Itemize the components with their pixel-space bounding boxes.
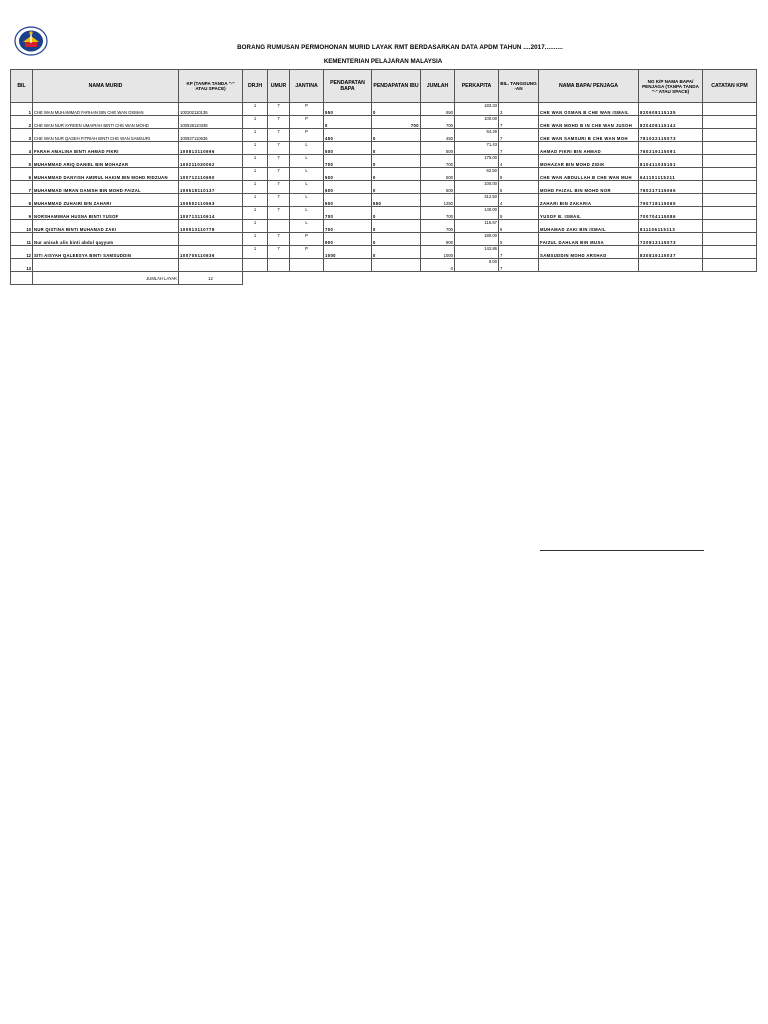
age xyxy=(268,220,290,233)
per-capita: 140.00 xyxy=(455,207,499,220)
father-income: 500 xyxy=(324,142,372,155)
kpm-notes xyxy=(703,220,757,233)
row-number: 1 xyxy=(11,103,33,116)
guardian-ic: 641101115211 xyxy=(639,168,703,181)
kpm-notes xyxy=(703,168,757,181)
age: 7 xyxy=(268,246,290,259)
guardian-ic xyxy=(639,259,703,272)
summary-row xyxy=(11,272,757,285)
per-capita: 175.00 xyxy=(455,155,499,168)
guardian-ic: 810411035151 xyxy=(639,155,703,168)
col-nama-murid: NAMA MURID xyxy=(33,70,179,103)
father-income: 550 xyxy=(324,103,372,116)
grade: 1 xyxy=(243,116,268,129)
student-name: MUHAMMAD IMRAN DANISH BIN MOHD FAIZAL xyxy=(33,181,179,194)
grade: 1 xyxy=(243,220,268,233)
dependents: 8 xyxy=(499,168,539,181)
table-header-row xyxy=(11,70,757,103)
dependents: 4 xyxy=(499,155,539,168)
row-number: 7 xyxy=(11,181,33,194)
gender: P xyxy=(290,103,324,116)
row-number: 5 xyxy=(11,155,33,168)
guardian-name: CHE WAN ABDULLAH B CHE WAN MUH xyxy=(539,168,639,181)
student-name: MUHAMMAD ARIQ DANIEL BIN MOHAZAR xyxy=(33,155,179,168)
grade: 1 xyxy=(243,103,268,116)
guardian-name: ZAHARI BIN ZAKARIA xyxy=(539,194,639,207)
kpm-notes xyxy=(703,207,757,220)
per-capita: 64.29 xyxy=(455,129,499,142)
gender xyxy=(290,259,324,272)
total-income: 450 xyxy=(421,129,455,142)
guardian-name: CHE WAN OSMAN B CHE WAN ISMAIL xyxy=(539,103,639,116)
table-row xyxy=(11,103,757,116)
per-capita: 183.33 xyxy=(455,103,499,116)
father-income: 1000 xyxy=(324,246,372,259)
row-number: 6 xyxy=(11,168,33,181)
mother-income: 0 xyxy=(372,103,421,116)
student-ic: 100211030062 xyxy=(179,155,243,168)
row-number: 2 xyxy=(11,116,33,129)
guardian-ic: 790718115065 xyxy=(639,194,703,207)
age: 7 xyxy=(268,155,290,168)
guardian-ic: 830816115037 xyxy=(639,246,703,259)
form-title: BORANG RUMUSAN PERMOHONAN MURID LAYAK RMT BERDASARKAN DATA APDM TAHUN ....2017.......... xyxy=(237,44,563,51)
table-row xyxy=(11,246,757,259)
col-jantina: JANTINA xyxy=(290,70,324,103)
grade: 1 xyxy=(243,207,268,220)
father-income: 700 xyxy=(324,207,372,220)
age: 7 xyxy=(268,168,290,181)
age: 7 xyxy=(268,103,290,116)
table-row xyxy=(11,233,757,246)
total-income: 700 xyxy=(421,116,455,129)
father-income: 500 xyxy=(324,181,372,194)
student-name: MUHAMMAD ZUHAIRI BIN ZAHARI xyxy=(33,194,179,207)
kpm-notes xyxy=(703,103,757,116)
dependents: 3 xyxy=(499,103,539,116)
col-bil: BIL xyxy=(11,70,33,103)
dependents: 6 xyxy=(499,220,539,233)
row-number: 8 xyxy=(11,194,33,207)
applicant-table xyxy=(10,69,757,285)
signature-line xyxy=(540,550,704,551)
per-capita: 71.43 xyxy=(455,142,499,155)
guardian-name: YUSOF B. ISMAIL xyxy=(539,207,639,220)
col-perkapita: PERKAPITA xyxy=(455,70,499,103)
student-ic: 100518110137 xyxy=(179,181,243,194)
father-income xyxy=(324,259,372,272)
dependents: 7 xyxy=(499,142,539,155)
per-capita: 312.50 xyxy=(455,194,499,207)
dependents: 7 xyxy=(499,259,539,272)
student-ic: 100712110690 xyxy=(179,168,243,181)
guardian-ic: 820408115142 xyxy=(639,116,703,129)
student-ic: 100705110636 xyxy=(179,246,243,259)
student-name: MUHAMMAD DANYISH AMIRUL HAKIM BIN MOHD RIDZUAN xyxy=(33,168,179,181)
guardian-name: CHE WAN SAMSURI B CHE WAN MOH xyxy=(539,129,639,142)
student-name: Nur anisah alis binti abdul qayyum xyxy=(33,233,179,246)
student-ic: 100528110338 xyxy=(179,116,243,129)
table-row xyxy=(11,220,757,233)
gender: P xyxy=(290,129,324,142)
mother-income: 0 xyxy=(372,129,421,142)
age: 7 xyxy=(268,129,290,142)
father-income: 500 xyxy=(324,168,372,181)
mother-income: 650 xyxy=(372,194,421,207)
kpm-notes xyxy=(703,259,757,272)
total-income: 500 xyxy=(421,168,455,181)
grade: 1 xyxy=(243,233,268,246)
grade: 1 xyxy=(243,181,268,194)
mother-income: 0 xyxy=(372,233,421,246)
mother-income: 0 xyxy=(372,246,421,259)
kpm-notes xyxy=(703,129,757,142)
guardian-ic: 780217115065 xyxy=(639,181,703,194)
dependents: 5 xyxy=(499,181,539,194)
guardian-ic: 781022115073 xyxy=(639,129,703,142)
father-income: 0 xyxy=(324,116,372,129)
kpm-notes xyxy=(703,246,757,259)
col-nama-penjaga: NAMA BAPA/ PENJAGA xyxy=(539,70,639,103)
father-income: 450 xyxy=(324,129,372,142)
mother-income: 0 xyxy=(372,168,421,181)
gender: L xyxy=(290,194,324,207)
guardian-ic: 720813115073 xyxy=(639,233,703,246)
row-number: 13 xyxy=(11,259,33,272)
grade: 1 xyxy=(243,194,268,207)
age: 7 xyxy=(268,116,290,129)
per-capita: 62.50 xyxy=(455,168,499,181)
guardian-name: FAIZUL DAHLAN BIN MUSA xyxy=(539,233,639,246)
total-income: 1000 xyxy=(421,246,455,259)
mother-income: 0 xyxy=(372,181,421,194)
age: 7 xyxy=(268,181,290,194)
row-number: 11 xyxy=(11,233,33,246)
guardian-name: CHE WAN MOHD B IN CHE WAN JUSOH xyxy=(539,116,639,129)
summary-label: JUMLAH LAYAK xyxy=(33,272,179,285)
student-ic xyxy=(179,259,243,272)
gender: L xyxy=(290,142,324,155)
total-income: 700 xyxy=(421,207,455,220)
total-income: 0 xyxy=(421,259,455,272)
guardian-name: SAMSUDDIN MOHD ARSHAD xyxy=(539,246,639,259)
guardian-ic: 811106115113 xyxy=(639,220,703,233)
col-catatan-kpm: CATATAN KPM xyxy=(703,70,757,103)
student-name: SITI AISYAH QALEESYA BINTI SAMSUDDIN xyxy=(33,246,179,259)
father-income: 600 xyxy=(324,194,372,207)
table-body xyxy=(11,103,757,272)
ministry-name: KEMENTERIAN PELAJARAN MALAYSIA xyxy=(323,58,443,65)
row-number: 9 xyxy=(11,207,33,220)
guardian-name xyxy=(539,259,639,272)
col-kp-penjaga: NO K/P NAMA BAPA/ PENJAGA (TANPA TANDA "-" ATAU SPACE) xyxy=(639,70,703,103)
row-number: 10 xyxy=(11,220,33,233)
total-income: 700 xyxy=(421,155,455,168)
dependents: 7 xyxy=(499,129,539,142)
grade: 1 xyxy=(243,168,268,181)
col-jumlah: JUMLAH xyxy=(421,70,455,103)
age: 7 xyxy=(268,194,290,207)
student-name: CHE WAN MUHAMMAD FARHAN BIN CHE WAN OSMAN xyxy=(33,103,179,116)
kpm-notes xyxy=(703,142,757,155)
guardian-ic: 760219115091 xyxy=(639,142,703,155)
col-pendapatan-bapa: PENDAPATAN BAPA xyxy=(324,70,372,103)
table-row xyxy=(11,129,757,142)
student-ic: 100913110778 xyxy=(179,220,243,233)
total-income: 550 xyxy=(421,103,455,116)
age: 7 xyxy=(268,142,290,155)
gender: L xyxy=(290,155,324,168)
guardian-ic: 700704115086 xyxy=(639,207,703,220)
gender: L xyxy=(290,168,324,181)
student-ic: 100502110663 xyxy=(179,194,243,207)
mother-income: 700 xyxy=(372,116,421,129)
age: 7 xyxy=(268,233,290,246)
col-umur: UMUR xyxy=(268,70,290,103)
guardian-name: MOHD FAIZAL BIN MOHD NOR xyxy=(539,181,639,194)
student-ic: 100927110636 xyxy=(179,129,243,142)
total-income: 500 xyxy=(421,142,455,155)
student-ic xyxy=(179,233,243,246)
student-name: FARAH AMALINA BINTI AHMAD FIKRI xyxy=(33,142,179,155)
dependents: 7 xyxy=(499,116,539,129)
dependents: 4 xyxy=(499,194,539,207)
guardian-name: MOHAZAR BIN MOHD ZIDIK xyxy=(539,155,639,168)
per-capita: 0.00 xyxy=(455,259,499,272)
table-row xyxy=(11,207,757,220)
grade: 1 xyxy=(243,142,268,155)
per-capita: 116.67 xyxy=(455,220,499,233)
per-capita: 100.00 xyxy=(455,181,499,194)
table-row xyxy=(11,194,757,207)
grade: 1 xyxy=(243,155,268,168)
row-number: 4 xyxy=(11,142,33,155)
grade: 1 xyxy=(243,246,268,259)
age: 7 xyxy=(268,207,290,220)
grade xyxy=(243,259,268,272)
student-name xyxy=(33,259,179,272)
mother-income: 0 xyxy=(372,142,421,155)
kpm-notes xyxy=(703,116,757,129)
row-number: 3 xyxy=(11,129,33,142)
gender: P xyxy=(290,233,324,246)
kpm-notes xyxy=(703,155,757,168)
kpm-notes xyxy=(703,194,757,207)
dependents: 5 xyxy=(499,233,539,246)
summary-empty xyxy=(243,272,757,285)
student-ic: 100202110135 xyxy=(179,103,243,116)
student-ic: 100713110614 xyxy=(179,207,243,220)
table-row xyxy=(11,181,757,194)
student-name: CHE WAN NUR AYREEN UMAIRAH BINTI CHE WAN MOHD xyxy=(33,116,179,129)
table-row xyxy=(11,259,757,272)
student-ic: 100813110696 xyxy=(179,142,243,155)
total-income: 500 xyxy=(421,181,455,194)
summary-value: 12 xyxy=(179,272,243,285)
total-income: 1250 xyxy=(421,194,455,207)
mother-income xyxy=(372,259,421,272)
dependents: 5 xyxy=(499,207,539,220)
per-capita: 180.00 xyxy=(455,233,499,246)
gender: P xyxy=(290,246,324,259)
guardian-ic: 820608115135 xyxy=(639,103,703,116)
summary-blank xyxy=(11,272,33,285)
guardian-name: AHMAD FIKRI BIN AHMAD xyxy=(539,142,639,155)
table-row xyxy=(11,142,757,155)
mother-income: 0 xyxy=(372,220,421,233)
total-income: 700 xyxy=(421,220,455,233)
gender: L xyxy=(290,181,324,194)
father-income: 900 xyxy=(324,233,372,246)
table-row xyxy=(11,168,757,181)
gender: L xyxy=(290,207,324,220)
kpm-notes xyxy=(703,233,757,246)
father-income: 700 xyxy=(324,220,372,233)
age xyxy=(268,259,290,272)
ministry-subtitle xyxy=(0,58,768,65)
kpm-notes xyxy=(703,181,757,194)
table-row xyxy=(11,155,757,168)
kpm-logo-icon xyxy=(14,26,48,56)
grade: 1 xyxy=(243,129,268,142)
per-capita: 100.00 xyxy=(455,116,499,129)
col-bil-tanggungan: BIL. TANGGUNG -AN xyxy=(499,70,539,103)
col-pendapatan-ibu: PENDAPATAN IBU xyxy=(372,70,421,103)
table-row xyxy=(11,116,757,129)
student-name: CHE WAN NUR QASEH FITRIAH BINTI CHE WAN SAMSURI xyxy=(33,129,179,142)
mother-income: 0 xyxy=(372,155,421,168)
father-income: 700 xyxy=(324,155,372,168)
col-kp: KP (TANPA TANDA "-" ATAU SPACE) xyxy=(179,70,243,103)
gender: L xyxy=(290,220,324,233)
mother-income: 0 xyxy=(372,207,421,220)
student-name: NORSHAMIMAH HUSNA BINTI YUSOF xyxy=(33,207,179,220)
student-name: NUR QISTINA BINTI MUHAMAD ZAKI xyxy=(33,220,179,233)
col-drjh: DRJH xyxy=(243,70,268,103)
guardian-name: MUHAMAD ZAKI BIN ISMAIL xyxy=(539,220,639,233)
per-capita: 142.86 xyxy=(455,246,499,259)
dependents: 7 xyxy=(499,246,539,259)
gender: P xyxy=(290,116,324,129)
row-number: 12 xyxy=(11,246,33,259)
total-income: 900 xyxy=(421,233,455,246)
